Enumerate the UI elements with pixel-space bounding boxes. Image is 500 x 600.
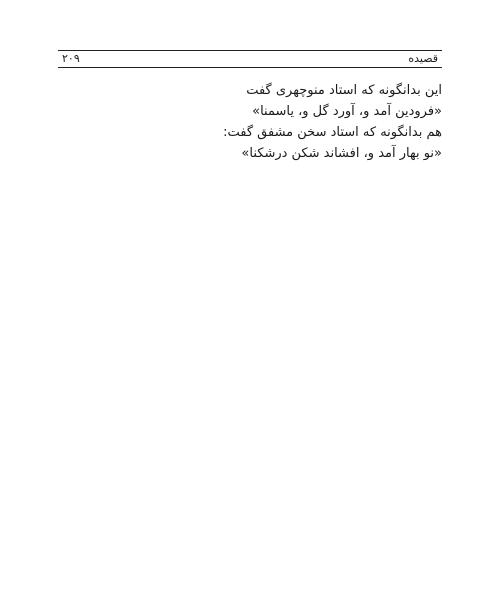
poem-line-3: هم بدانگونه که استاد سخن مشفق گفت:: [223, 125, 442, 140]
poem-line-2: «فرودین آمد و، آورد گل و، یاسمنا»: [252, 104, 442, 119]
page-number: ۲۰۹: [62, 52, 80, 65]
poem-line-4: «نو بهار آمد و، افشاند شکن درشکنا»: [241, 146, 442, 161]
header-top-rule: [58, 50, 442, 51]
page-header: [58, 50, 442, 66]
poem-line-1: این بدانگونه که استاد منوچهری گفت: [246, 83, 442, 98]
poem-text: [200, 80, 442, 164]
running-title: قصیده: [408, 52, 438, 65]
header-bottom-rule: [58, 67, 442, 68]
